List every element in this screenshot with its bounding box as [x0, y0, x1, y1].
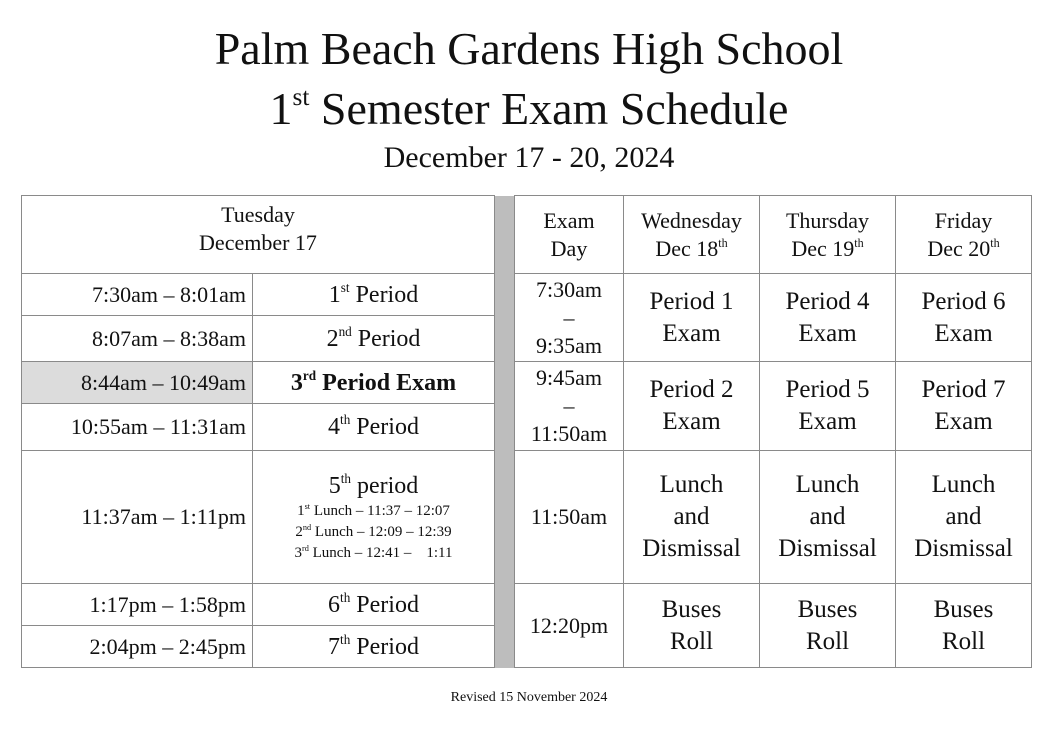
- thursday-block-3: Lunch and Dismissal: [760, 451, 896, 584]
- divider-bar: [495, 196, 515, 668]
- friday-block-3: Lunch and Dismissal: [896, 451, 1032, 584]
- tuesday-period-4: 4th Period: [253, 404, 495, 451]
- tuesday-time-4: 10:55am – 11:31am: [22, 404, 253, 451]
- thursday-header: Thursday Dec 19th: [760, 196, 896, 274]
- tuesday-header: Tuesday December 17: [22, 196, 495, 274]
- exam-time-block-4: 12:20pm: [515, 584, 624, 668]
- school-name: Palm Beach Gardens High School: [214, 23, 844, 74]
- tuesday-period-2: 2nd Period: [253, 316, 495, 362]
- wednesday-header: Wednesday Dec 18th: [624, 196, 760, 274]
- tuesday-time-2: 8:07am – 8:38am: [22, 316, 253, 362]
- exam-time-block-3: 11:50am: [515, 451, 624, 584]
- thursday-block-1: Period 4 Exam: [760, 274, 896, 362]
- wednesday-block-2: Period 2 Exam: [624, 362, 760, 451]
- exam-schedule-table: [21, 195, 1032, 668]
- lunch-3: 3rd Lunch – 12:41 – 1:11: [294, 543, 453, 561]
- friday-block-1: Period 6 Exam: [896, 274, 1032, 362]
- exam-day-header: Exam Day: [515, 196, 624, 274]
- wednesday-block-1: Period 1 Exam: [624, 274, 760, 362]
- tuesday-period-6: 6th Period: [253, 584, 495, 626]
- exam-time-block-1: 7:30am – 9:35am: [515, 274, 624, 362]
- schedule-dates: December 17 - 20, 2024: [383, 141, 675, 174]
- friday-block-4: Buses Roll: [896, 584, 1032, 668]
- lunch-2: 2nd Lunch – 12:09 – 12:39: [295, 522, 452, 540]
- lunch-1: 1st Lunch – 11:37 – 12:07: [297, 501, 450, 519]
- tuesday-period-1: 1st Period: [253, 274, 495, 316]
- schedule-title: 1st Semester Exam Schedule: [269, 83, 789, 134]
- tuesday-time-5: 11:37am – 1:11pm: [22, 451, 253, 584]
- wednesday-block-4: Buses Roll: [624, 584, 760, 668]
- tuesday-period-3-exam: 3rd Period Exam: [253, 362, 495, 404]
- wednesday-block-3: Lunch and Dismissal: [624, 451, 760, 584]
- tuesday-time-1: 7:30am – 8:01am: [22, 274, 253, 316]
- tuesday-time-7: 2:04pm – 2:45pm: [22, 626, 253, 668]
- tuesday-period-5: 5th period 1st Lunch – 11:37 – 12:07 2nd Lunch – 12:09 – 12:39 3rd Lunch – 12:41 – 1:11: [253, 451, 495, 584]
- tuesday-time-3: 8:44am – 10:49am: [22, 362, 253, 404]
- friday-block-2: Period 7 Exam: [896, 362, 1032, 451]
- friday-header: Friday Dec 20th: [896, 196, 1032, 274]
- tuesday-period-7: 7th Period: [253, 626, 495, 668]
- tuesday-time-6: 1:17pm – 1:58pm: [22, 584, 253, 626]
- revision-note: Revised 15 November 2024: [450, 690, 608, 705]
- thursday-block-2: Period 5 Exam: [760, 362, 896, 451]
- exam-time-block-2: 9:45am – 11:50am: [515, 362, 624, 451]
- thursday-block-4: Buses Roll: [760, 584, 896, 668]
